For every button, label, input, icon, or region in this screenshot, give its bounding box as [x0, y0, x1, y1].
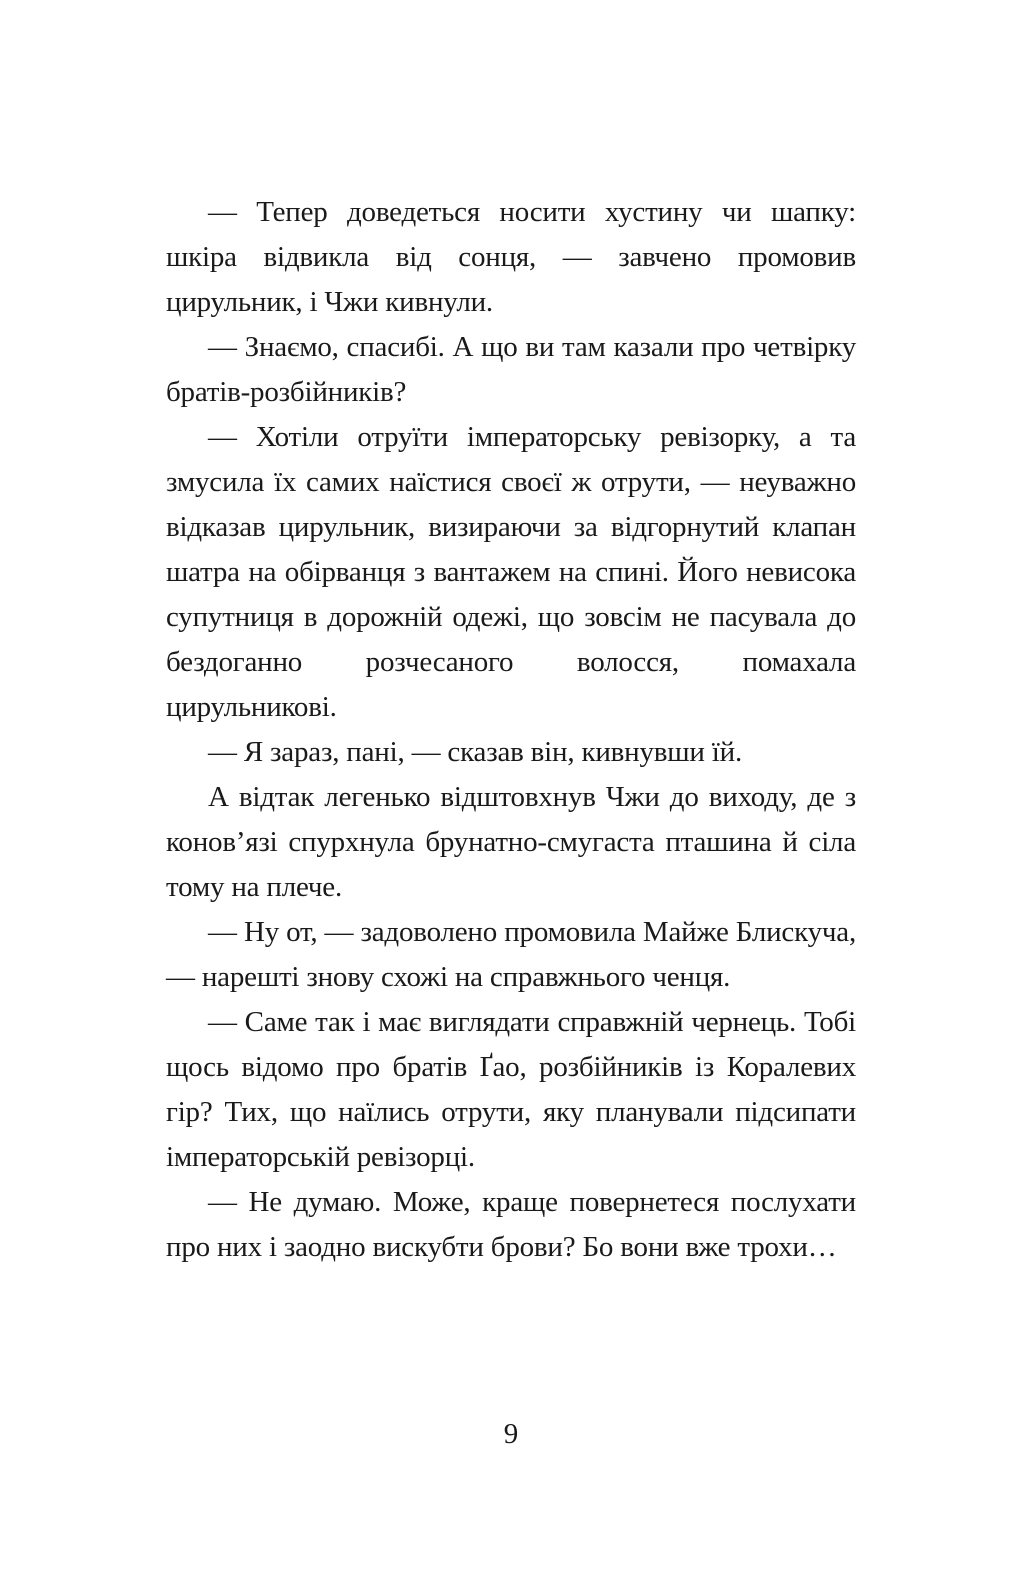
- paragraph-3: — Хотіли отруїти імператорську ревізорку, а та змусила їх самих наїстися своєї ж отрути, — неуважно відказав цирульник, визираючи за відгорнутий клапан шатра на обірванця з вантажем на спині. Його невисока супутниця в дорожній одежі, що зовсім не пасувала до бездоганно розчесаного волосся, помахала цирульникові.: [166, 421, 856, 723]
- paragraph-6: — Ну от, — задоволено промовила Майже Блискуча, — нарешті знову схожі на справжнього ченця.: [166, 916, 856, 993]
- page-text-block: [166, 190, 856, 1270]
- paragraph-8: — Не думаю. Може, краще повернетеся послухати про них і заодно вискубти брови? Бо вони вже трохи…: [166, 1186, 856, 1263]
- page-number: 9: [503, 1418, 519, 1450]
- paragraph-7: — Саме так і має виглядати справжній чернець. Тобі щось відомо про братів Ґао, розбійників із Коралевих гір? Тих, що наїлись отрути, яку планували підсипати імператорській ревізорці.: [166, 1006, 856, 1173]
- paragraph-2: — Знаємо, спасибі. А що ви там казали про четвірку братів-розбійників?: [166, 331, 856, 408]
- paragraph-5: А відтак легенько відштовхнув Чжи до виходу, де з конов’язі спурхнула брунатно-смугаста пташина й сіла тому на плече.: [166, 781, 856, 903]
- paragraph-1: — Тепер доведеться носити хустину чи шапку: шкіра відвикла від сонця, — завчено промовив цирульник, і Чжи кивнули.: [166, 196, 856, 318]
- paragraph-4: — Я зараз, пані, — сказав він, кивнувши їй.: [208, 736, 742, 768]
